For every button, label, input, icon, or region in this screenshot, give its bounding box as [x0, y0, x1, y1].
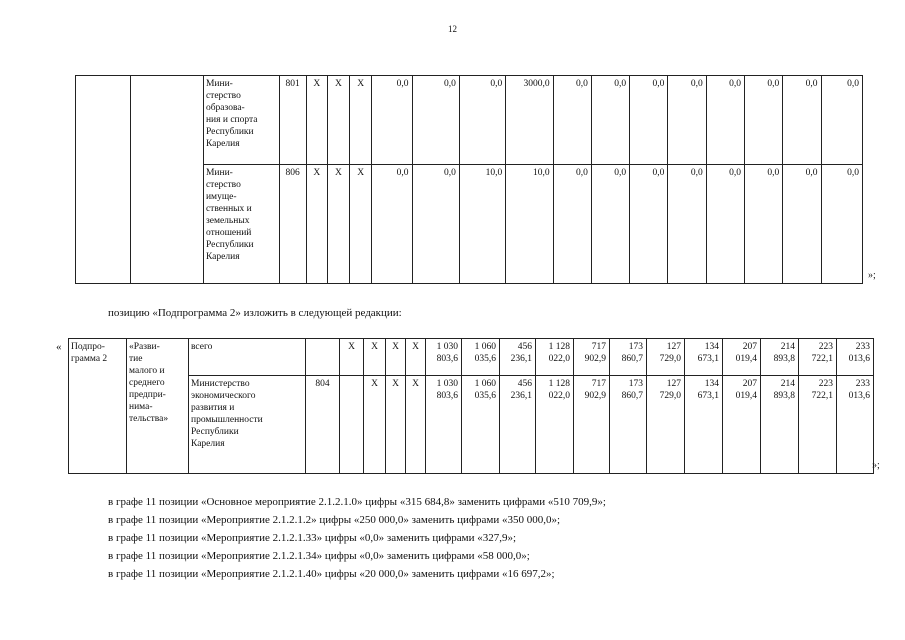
closing-quote: »;: [872, 460, 880, 471]
value-cell: 127 729,0: [647, 376, 685, 474]
x-cell: X: [386, 376, 406, 474]
x-cell: X: [406, 339, 426, 376]
value-cell: 717 902,9: [574, 376, 610, 474]
value-cell: 0,0: [668, 76, 706, 165]
value-cell: 214 893,8: [761, 339, 799, 376]
code-cell: 806: [279, 165, 306, 284]
value-cell: 1 060 035,6: [462, 376, 500, 474]
value-cell: 127 729,0: [647, 339, 685, 376]
x-cell: X: [306, 76, 327, 165]
value-cell: 223 722,1: [799, 339, 837, 376]
value-cell: 10,0: [506, 165, 553, 284]
value-cell: 456 236,1: [500, 339, 536, 376]
value-cell: 1 060 035,6: [462, 339, 500, 376]
value-cell: 0,0: [553, 76, 591, 165]
closing-quote: »;: [868, 270, 876, 281]
x-cell: X: [364, 376, 386, 474]
value-cell: 173 860,7: [610, 376, 647, 474]
value-cell: 0,0: [706, 76, 744, 165]
value-cell: 0,0: [412, 165, 459, 284]
org-name-cell: Мини- стерство образова- ния и спорта Республики Карелия: [203, 76, 279, 165]
value-cell: 0,0: [744, 165, 782, 284]
paragraph: в графе 11 позиции «Мероприятие 2.1.2.1.33» цифры «0,0» заменить цифрами «327,9»;: [108, 532, 517, 544]
code-cell: 804: [306, 376, 340, 474]
x-cell: [340, 376, 364, 474]
value-cell: 10,0: [459, 165, 505, 284]
value-cell: 233 013,6: [837, 376, 874, 474]
value-cell: 173 860,7: [610, 339, 647, 376]
value-cell: 134 673,1: [685, 376, 723, 474]
value-cell: 0,0: [372, 165, 412, 284]
x-cell: X: [386, 339, 406, 376]
x-cell: X: [350, 76, 372, 165]
table-row: [69, 339, 874, 376]
value-cell: 1 128 022,0: [536, 376, 574, 474]
value-cell: 214 893,8: [761, 376, 799, 474]
table-ministries: [75, 75, 863, 284]
value-cell: 0,0: [783, 76, 821, 165]
value-cell: 0,0: [783, 165, 821, 284]
value-cell: 456 236,1: [500, 376, 536, 474]
empty-cell: [131, 76, 204, 284]
program-cell: Подпро- грамма 2: [69, 339, 127, 474]
x-cell: X: [364, 339, 386, 376]
opening-quote: «: [56, 341, 62, 353]
empty-cell: [76, 76, 131, 284]
paragraph: в графе 11 позиции «Основное мероприятие 2.1.2.1.0» цифры «315 684,8» заменить цифрами «510 709,9»;: [108, 496, 606, 508]
value-cell: 1 030 803,6: [426, 376, 462, 474]
x-cell: X: [327, 165, 349, 284]
value-cell: 223 722,1: [799, 376, 837, 474]
table-subprogram: [68, 338, 874, 474]
value-cell: 0,0: [706, 165, 744, 284]
value-cell: 3000,0: [506, 76, 553, 165]
value-cell: 0,0: [668, 165, 706, 284]
table-row: [76, 76, 863, 165]
x-cell: X: [350, 165, 372, 284]
value-cell: 0,0: [459, 76, 505, 165]
org-name-cell: Мини- стерство имуще- ственных и земельных отношений Республики Карелия: [203, 165, 279, 284]
value-cell: 0,0: [744, 76, 782, 165]
paragraph: в графе 11 позиции «Мероприятие 2.1.2.1.40» цифры «20 000,0» заменить цифрами «16 697,2»;: [108, 568, 555, 580]
value-cell: 0,0: [630, 165, 668, 284]
page-number: 12: [448, 24, 457, 34]
table-row: [69, 376, 874, 474]
value-cell: 0,0: [412, 76, 459, 165]
value-cell: 0,0: [591, 165, 629, 284]
value-cell: 0,0: [372, 76, 412, 165]
paragraph: в графе 11 позиции «Мероприятие 2.1.2.1.34» цифры «0,0» заменить цифрами «58 000,0»;: [108, 550, 530, 562]
code-cell: [306, 339, 340, 376]
instruction-text: позицию «Подпрограмма 2» изложить в следующей редакции:: [108, 307, 402, 319]
value-cell: 0,0: [591, 76, 629, 165]
value-cell: 233 013,6: [837, 339, 874, 376]
x-cell: X: [406, 376, 426, 474]
value-cell: 0,0: [630, 76, 668, 165]
org-name-cell: всего: [189, 339, 306, 376]
value-cell: 207 019,4: [723, 376, 761, 474]
value-cell: 1 030 803,6: [426, 339, 462, 376]
value-cell: 0,0: [553, 165, 591, 284]
value-cell: 207 019,4: [723, 339, 761, 376]
value-cell: 134 673,1: [685, 339, 723, 376]
value-cell: 0,0: [821, 76, 862, 165]
program-name-cell: «Разви- тие малого и среднего предпри- нима- тельства»: [127, 339, 189, 474]
org-name-cell: Министерство экономического развития и промышленности Республики Карелия: [189, 376, 306, 474]
x-cell: X: [306, 165, 327, 284]
x-cell: X: [327, 76, 349, 165]
value-cell: 0,0: [821, 165, 862, 284]
x-cell: X: [340, 339, 364, 376]
value-cell: 1 128 022,0: [536, 339, 574, 376]
value-cell: 717 902,9: [574, 339, 610, 376]
code-cell: 801: [279, 76, 306, 165]
paragraph: в графе 11 позиции «Мероприятие 2.1.2.1.2» цифры «250 000,0» заменить цифрами «350 000,0»;: [108, 514, 561, 526]
